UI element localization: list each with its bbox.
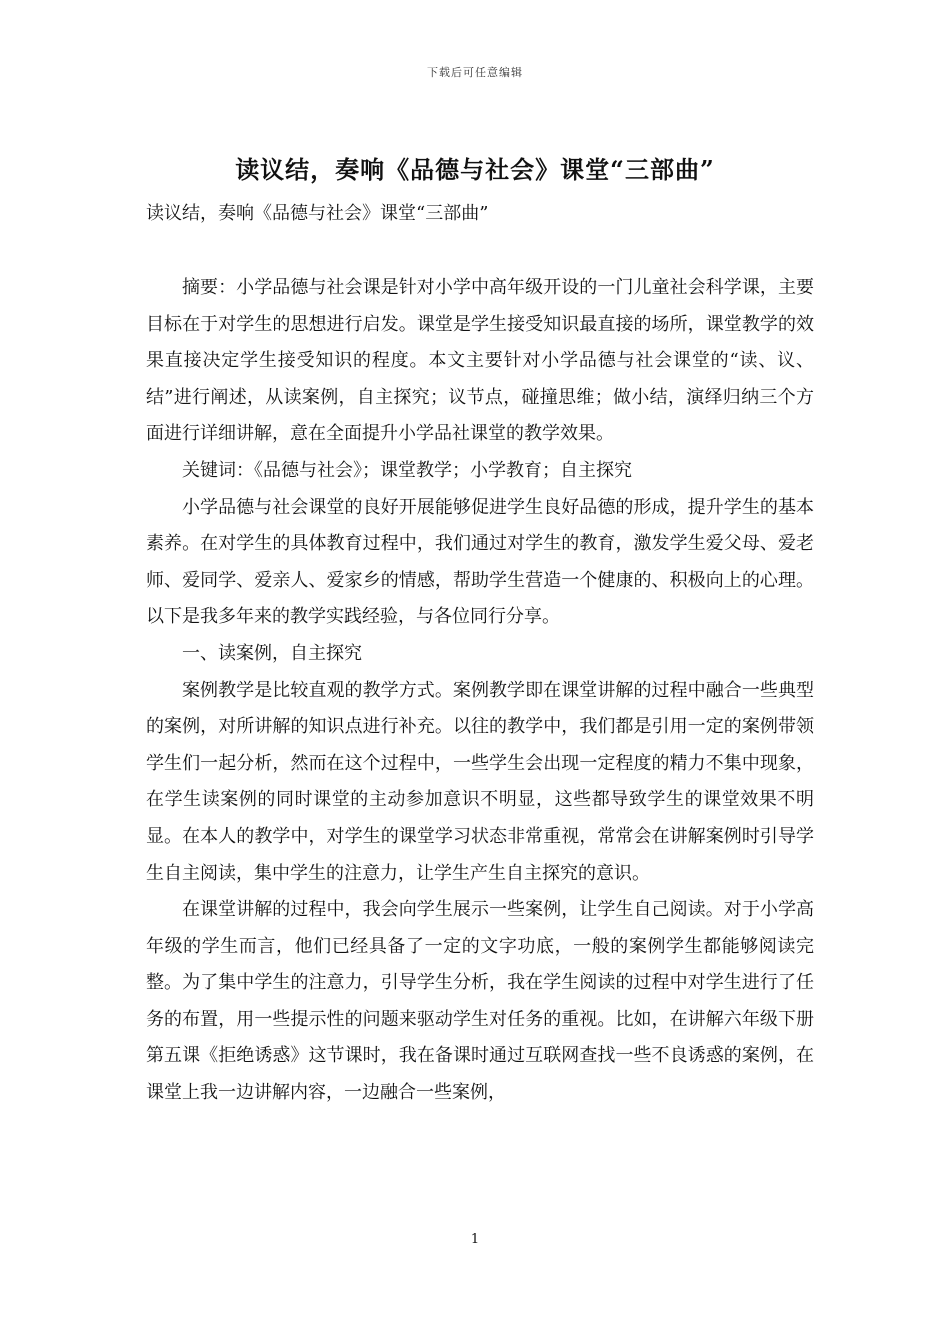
body-paragraph: 案例教学是比较直观的教学方式。案例教学即在课堂讲解的过程中融合一些典型的案例，对所讲解的知识点进行补充。以往的教学中，我们都是引用一定的案例带领学生们一起分析，然而在这个过程中，一些学生会出现一定程度的精力不集中现象，在学生读案例的同时课堂的主动参加意识不明显，这些都导致学生的课堂效果不明显。在本人的教学中，对学生的课堂学习状态非常重视，常常会在讲解案例时引导学生自主阅读，集中学生的注意力，让学生产生自主探究的意识。 xyxy=(146,679,814,884)
keywords-paragraph: 关键词：《品德与社会》；课堂教学；小学教育；自主探究 xyxy=(182,459,632,481)
abstract-paragraph: 摘要：小学品德与社会课是针对小学中高年级开设的一门儿童社会科学课，主要目标在于对学生的思想进行启发。课堂是学生接受知识最直接的场所，课堂教学的效果直接决定学生接受知识的程度。本文主要针对小学品德与社会课堂的“读、议、结”进行阐述，从读案例，自主探究；议节点，碰撞思维；做小结，演绎归纳三个方面进行详细讲解，意在全面提升小学品社课堂的教学效果。 xyxy=(146,277,814,445)
document-body xyxy=(146,270,814,1112)
body-paragraph: 在课堂讲解的过程中，我会向学生展示一些案例，让学生自己阅读。对于小学高年级的学生而言，他们已经具备了一定的文字功底，一般的案例学生都能够阅读完整。为了集中学生的注意力，引导学生分析，我在学生阅读的过程中对学生进行了任务的布置，用一些提示性的问题来驱动学生对任务的重视。比如，在讲解六年级下册第五课《拒绝诱惑》这节课时，我在备课时通过互联网查找一些不良诱惑的案例，在课堂上我一边讲解内容，一边融合一些案例， xyxy=(146,899,814,1104)
section-heading-1: 一、读案例，自主探究 xyxy=(182,642,362,664)
page-number: 1 xyxy=(470,1232,480,1247)
page-header-note: 下载后可任意编辑 xyxy=(427,66,523,79)
intro-paragraph: 小学品德与社会课堂的良好开展能够促进学生良好品德的形成，提升学生的基本素养。在对学生的具体教育过程中，我们通过对学生的教育，激发学生爱父母、爱老师、爱同学、爱亲人、爱家乡的情感，帮助学生营造一个健康的、积极向上的心理。以下是我多年来的教学实践经验，与各位同行分享。 xyxy=(146,496,814,628)
document-title: 读议结，奏响《品德与社会》课堂“三部曲” xyxy=(235,155,715,184)
document-subtitle: 读议结，奏响《品德与社会》课堂“三部曲” xyxy=(146,203,489,224)
